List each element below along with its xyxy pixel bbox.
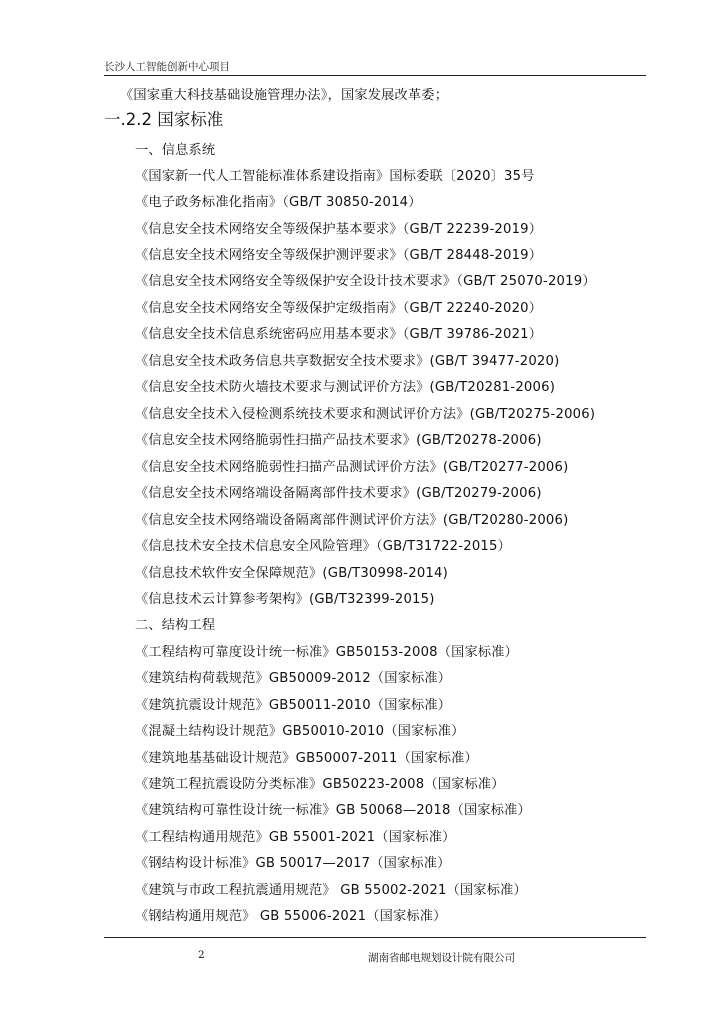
list-item: 《混凝土结构设计规范》GB50010-2010（国家标准） (135, 724, 465, 739)
structural-title: 二、结构工程 (135, 618, 216, 633)
list-item: 《信息安全技术网络安全等级保护定级指南》（GB/T 22240-2020） (135, 301, 543, 316)
list-item: 《信息安全技术网络脆弱性扫描产品技术要求》(GB/T20278-2006) (135, 433, 542, 448)
list-item: 《信息安全技术网络安全等级保护安全设计技术要求》（GB/T 25070-2019） (135, 274, 596, 289)
info-systems-title: 一、信息系统 (135, 143, 216, 158)
list-item: 《建筑结构可靠性设计统一标准》GB 50068—2018（国家标准） (135, 803, 531, 818)
list-item: 《信息安全技术网络脆弱性扫描产品测试评价方法》(GB/T20277-2006) (135, 460, 569, 475)
list-item: 《信息技术安全技术信息安全风险管理》（GB/T31722-2015） (135, 539, 511, 554)
page-number: 2 (198, 949, 205, 961)
list-item: 《建筑与市政工程抗震通用规范》 GB 55002-2021（国家标准） (135, 883, 527, 898)
list-item: 《信息安全技术网络端设备隔离部件技术要求》(GB/T20279-2006) (135, 486, 542, 501)
footer-organization: 湖南省邮电规划设计院有限公司 (368, 952, 515, 964)
list-item: 《信息安全技术信息系统密码应用基本要求》（GB/T 39786-2021） (135, 327, 543, 342)
list-item: 《工程结构通用规范》GB 55001-2021（国家标准） (135, 830, 456, 845)
running-header: 长沙人工智能创新中心项目 (104, 61, 230, 73)
list-item: 《建筑工程抗震设防分类标准》GB50223-2008（国家标准） (135, 777, 505, 792)
header-divider (104, 75, 646, 76)
section-heading: 一.2.2 国家标准 (104, 110, 224, 129)
list-item: 《信息安全技术防火墙技术要求与测试评价方法》(GB/T20281-2006) (135, 380, 556, 395)
list-item: 《信息安全技术政务信息共享数据安全技术要求》(GB/T 39477-2020) (135, 354, 560, 369)
list-item: 《建筑抗震设计规范》GB50011-2010（国家标准） (135, 698, 452, 713)
list-item: 《信息安全技术网络安全等级保护基本要求》（GB/T 22239-2019） (135, 222, 543, 237)
list-item: 《电子政务标准化指南》（GB/T 30850-2014） (135, 195, 422, 210)
list-item: 《建筑地基基础设计规范》GB50007-2011（国家标准） (135, 751, 478, 766)
list-item: 《信息技术云计算参考架构》(GB/T32399-2015) (135, 592, 435, 607)
list-item: 《建筑结构荷载规范》GB50009-2012（国家标准） (135, 671, 452, 686)
list-item: 《信息安全技术网络端设备隔离部件测试评价方法》(GB/T20280-2006) (135, 513, 569, 528)
intro-line: 《国家重大科技基础设施管理办法》，国家发展改革委； (120, 88, 449, 103)
list-item: 《工程结构可靠度设计统一标准》GB50153-2008（国家标准） (135, 645, 519, 660)
list-item: 《钢结构设计标准》GB 50017—2017（国家标准） (135, 856, 451, 871)
list-item: 《钢结构通用规范》 GB 55006-2021（国家标准） (135, 909, 447, 924)
footer-divider (104, 937, 646, 938)
list-item: 《信息安全技术网络安全等级保护测评要求》（GB/T 28448-2019） (135, 248, 543, 263)
list-item: 《信息安全技术入侵检测系统技术要求和测试评价方法》(GB/T20275-2006) (135, 407, 596, 422)
list-item: 《信息技术软件安全保障规范》(GB/T30998-2014) (135, 566, 448, 581)
list-item: 《国家新一代人工智能标准体系建设指南》国标委联〔2020〕35号 (135, 169, 535, 184)
